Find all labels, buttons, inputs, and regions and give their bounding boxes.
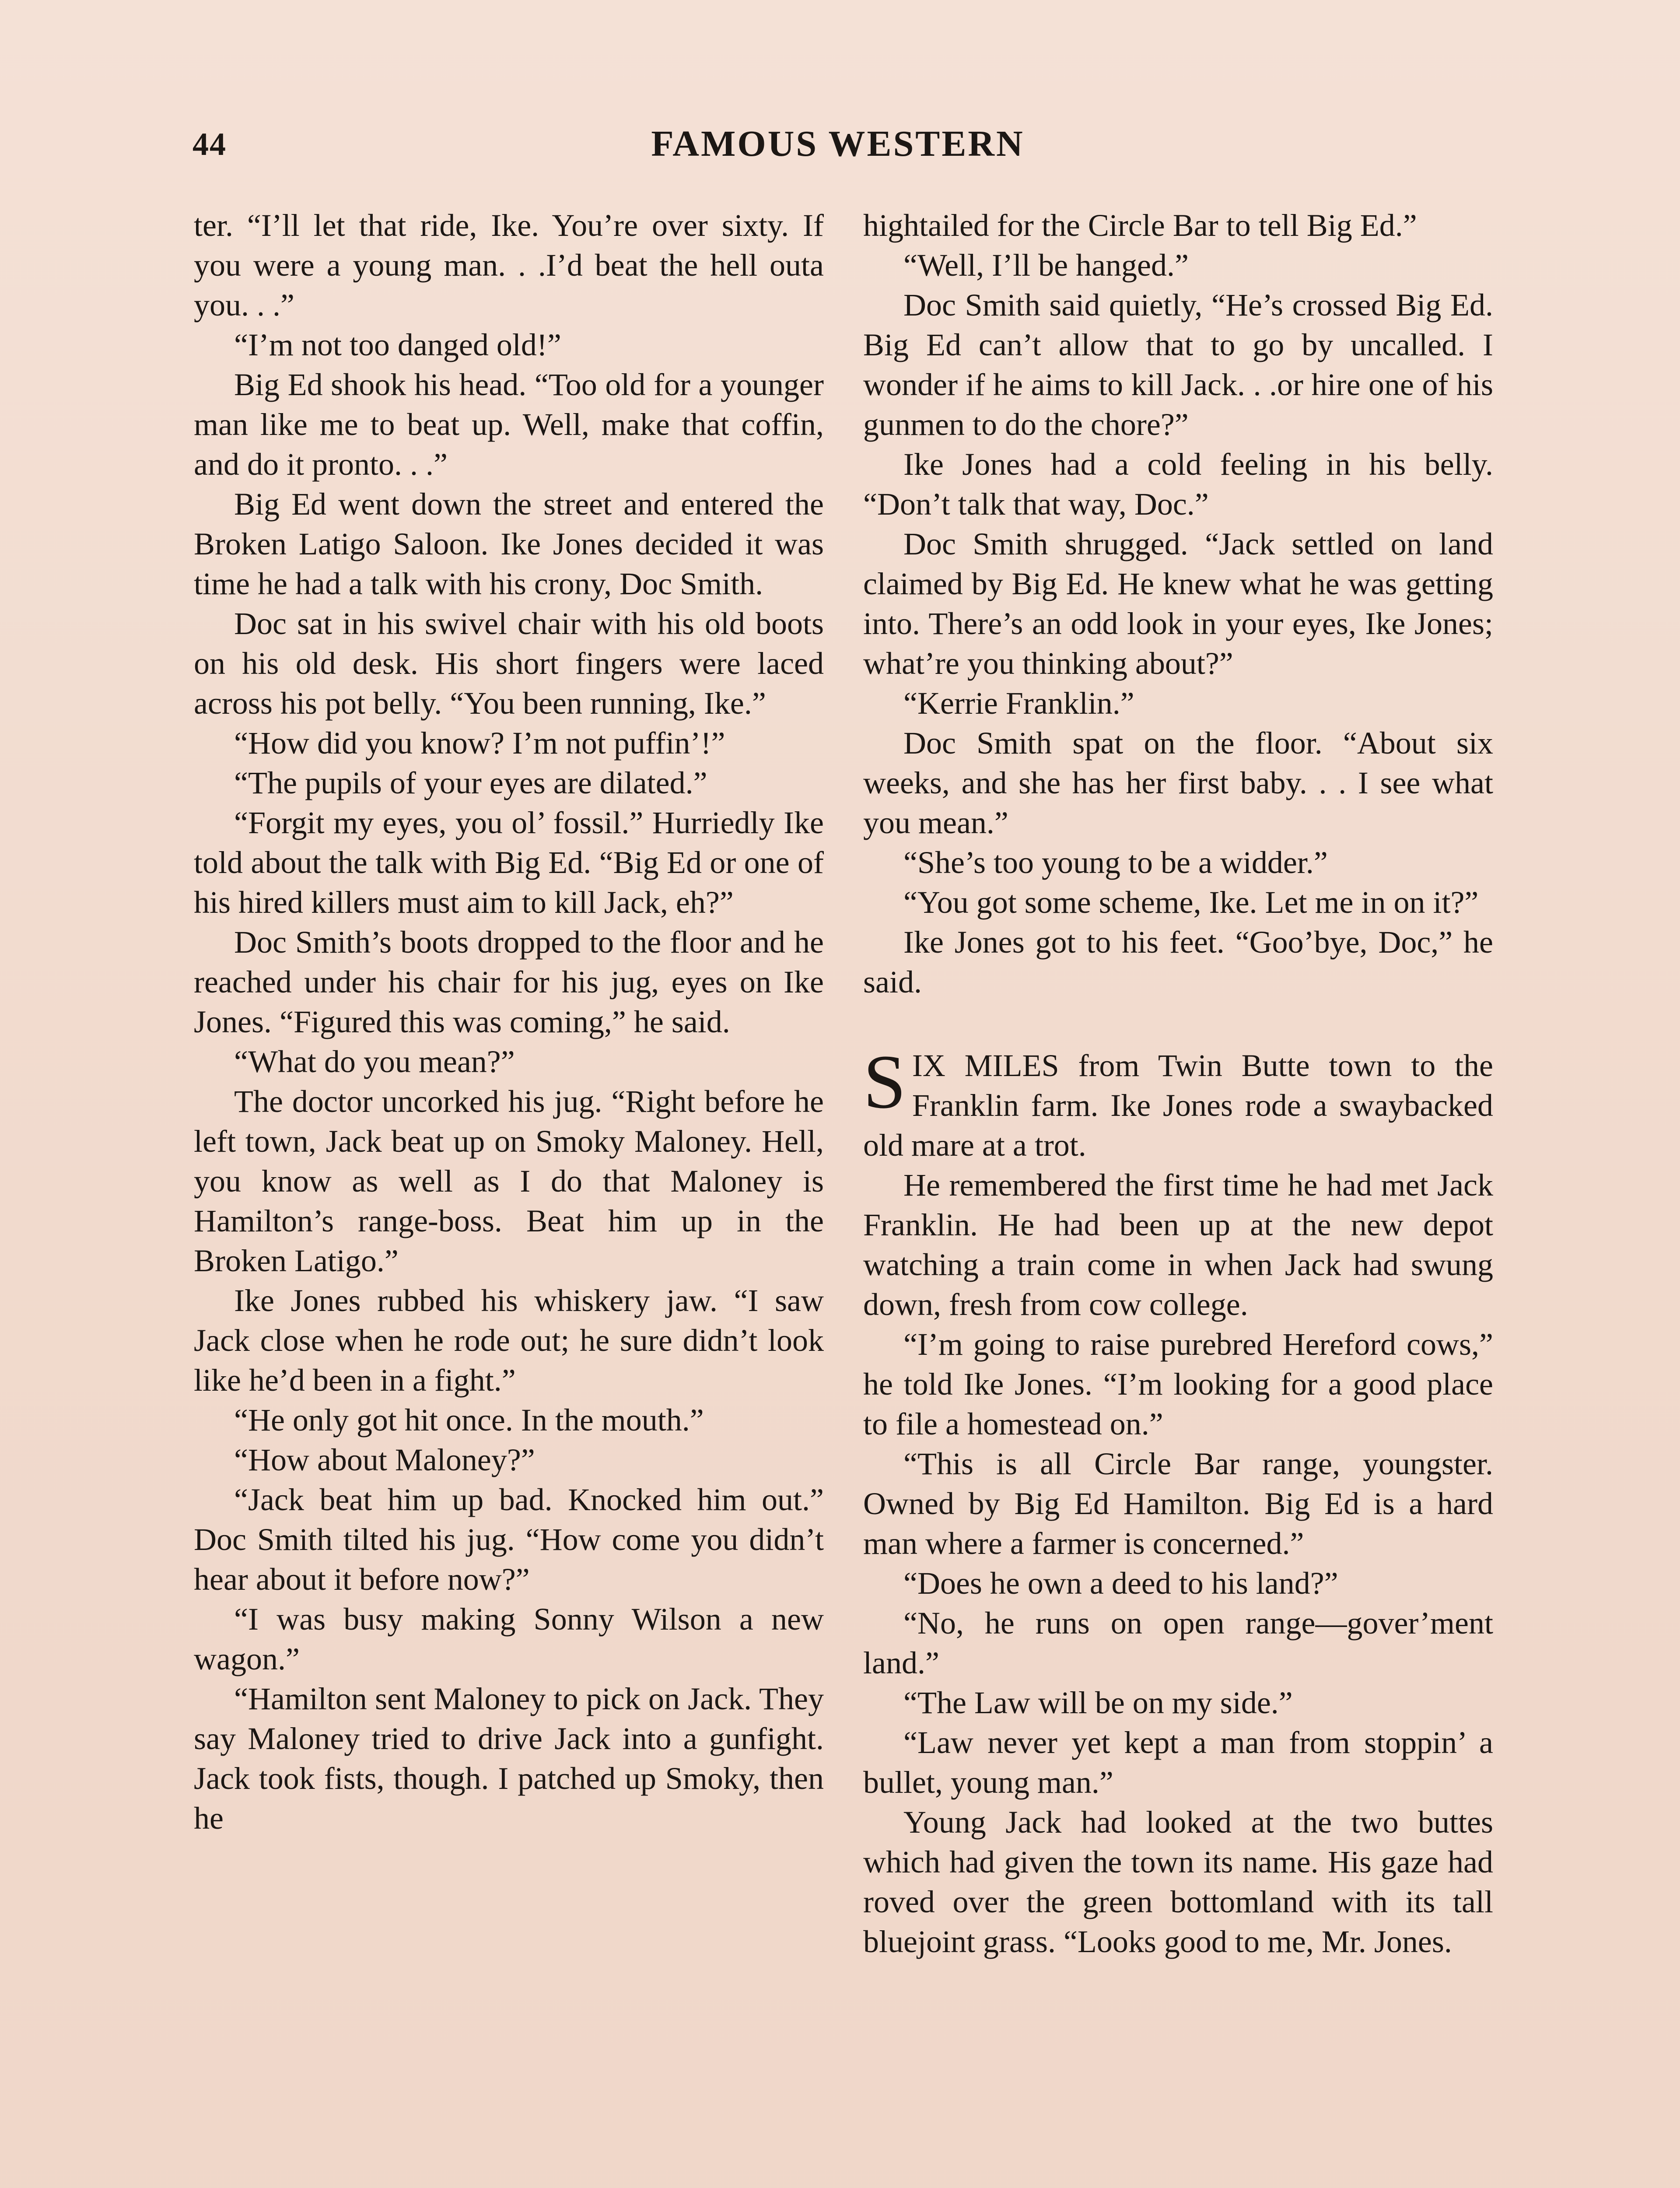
section-start-text: IX MILES from Twin Butte town to the Franklin farm. Ike Jones rode a swaybacked old mare at a trot. <box>863 1048 1493 1163</box>
paragraph: “How about Maloney?” <box>234 1442 535 1477</box>
paragraph: The doctor uncorked his jug. “Right before he left town, Jack beat up on Smoky Maloney. Hell, you know as well as I do that Maloney is Hamilton’s range-boss. Beat him up in the Broken Latigo.” <box>194 1084 824 1278</box>
paragraph: He remembered the first time he had met Jack Franklin. He had been up at the new depot watching a train come in when Jack had swung down, fresh from cow college. <box>863 1168 1493 1322</box>
left-column <box>194 206 824 1838</box>
page-header <box>192 118 1483 171</box>
paragraph: Doc Smith said quietly, “He’s crossed Big Ed. Big Ed can’t allow that to go by uncalled. I wonder if he aims to kill Jack. . .or hire one of his gunmen to do the chore?” <box>863 288 1493 442</box>
paragraph: “The pupils of your eyes are dilated.” <box>234 765 707 800</box>
paragraph: “Jack beat him up bad. Knocked him out.” Doc Smith tilted his jug. “How come you didn’t hear about it before now?” <box>194 1482 824 1597</box>
paragraph: “Kerrie Franklin.” <box>903 686 1134 721</box>
paragraph: “This is all Circle Bar range, youngster. Owned by Big Ed Hamilton. Big Ed is a hard man where a farmer is concerned.” <box>863 1446 1493 1561</box>
paragraph: “What do you mean?” <box>234 1044 515 1079</box>
paragraph: “You got some scheme, Ike. Let me in on it?” <box>903 885 1479 920</box>
paragraph: Big Ed shook his head. “Too old for a younger man like me to beat up. Well, make that coffin, and do it pronto. . .” <box>194 367 824 482</box>
paragraph: Ike Jones got to his feet. “Goo’bye, Doc,” he said. <box>863 925 1493 999</box>
paragraph: “I’m going to raise purebred Hereford cows,” he told Ike Jones. “I’m looking for a good place to file a homestead on.” <box>863 1327 1493 1441</box>
paragraph: Doc Smith spat on the floor. “About six weeks, and she has her first baby. . . I see what you mean.” <box>863 726 1493 840</box>
paragraph: “How did you know? I’m not puffin’!” <box>234 726 725 761</box>
paragraph: “Hamilton sent Maloney to pick on Jack. They say Maloney tried to drive Jack into a gunfight. Jack took fists, though. I patched up Smoky, then he <box>194 1681 824 1836</box>
paragraph: “I’m not too danged old!” <box>234 327 561 362</box>
paragraph: ter. “I’ll let that ride, Ike. You’re over sixty. If you were a young man. . .I’d beat the hell outa you. . .” <box>194 208 824 323</box>
paragraph: “He only got hit once. In the mouth.” <box>234 1403 704 1438</box>
paragraph: “Law never yet kept a man from stoppin’ a bullet, young man.” <box>863 1725 1493 1800</box>
page-number: 44 <box>192 126 227 162</box>
paragraph: hightailed for the Circle Bar to tell Big Ed.” <box>863 208 1417 243</box>
paragraph: Doc Smith’s boots dropped to the floor and he reached under his chair for his jug, eyes on Ike Jones. “Figured this was coming,” he said. <box>194 925 824 1039</box>
paragraph: Doc sat in his swivel chair with his old boots on his old desk. His short fingers were laced across his pot belly. “You been running, Ike.” <box>194 606 824 721</box>
paragraph: “Does he own a deed to his land?” <box>903 1566 1338 1601</box>
paragraph: Ike Jones rubbed his whiskery jaw. “I saw Jack close when he rode out; he sure didn’t look like he’d been in a fight.” <box>194 1283 824 1398</box>
paragraph: “Forgit my eyes, you ol’ fossil.” Hurriedly Ike told about the talk with Big Ed. “Big Ed or one of his hired killers must aim to kill Jack, eh?” <box>194 805 824 920</box>
paragraph: Young Jack had looked at the two buttes which had given the town its name. His gaze had roved over the green bottomland with its tall bluejoint grass. “Looks good to me, Mr. Jones. <box>863 1805 1493 1959</box>
paragraph: “Well, I’ll be hanged.” <box>903 248 1189 283</box>
paragraph: “The Law will be on my side.” <box>903 1685 1293 1720</box>
paragraph: “I was busy making Sonny Wilson a new wagon.” <box>194 1602 824 1676</box>
paragraph: Doc Smith shrugged. “Jack settled on land claimed by Big Ed. He knew what he was getting into. There’s an odd look in your eyes, Ike Jones; what’re you thinking about?” <box>863 526 1493 681</box>
paragraph: Big Ed went down the street and entered the Broken Latigo Saloon. Ike Jones decided it was time he had a talk with his crony, Doc Smith. <box>194 487 824 601</box>
running-title: FAMOUS WESTERN <box>651 123 1025 164</box>
paragraph: Ike Jones had a cold feeling in his belly. “Don’t talk that way, Doc.” <box>863 447 1493 522</box>
paragraph: “She’s too young to be a widder.” <box>903 845 1328 880</box>
section-start-paragraph <box>863 1039 1493 1165</box>
right-column <box>863 206 1493 1962</box>
paragraph: “No, he runs on open range—gover’ment land.” <box>863 1606 1493 1680</box>
drop-cap: S <box>863 1039 906 1125</box>
